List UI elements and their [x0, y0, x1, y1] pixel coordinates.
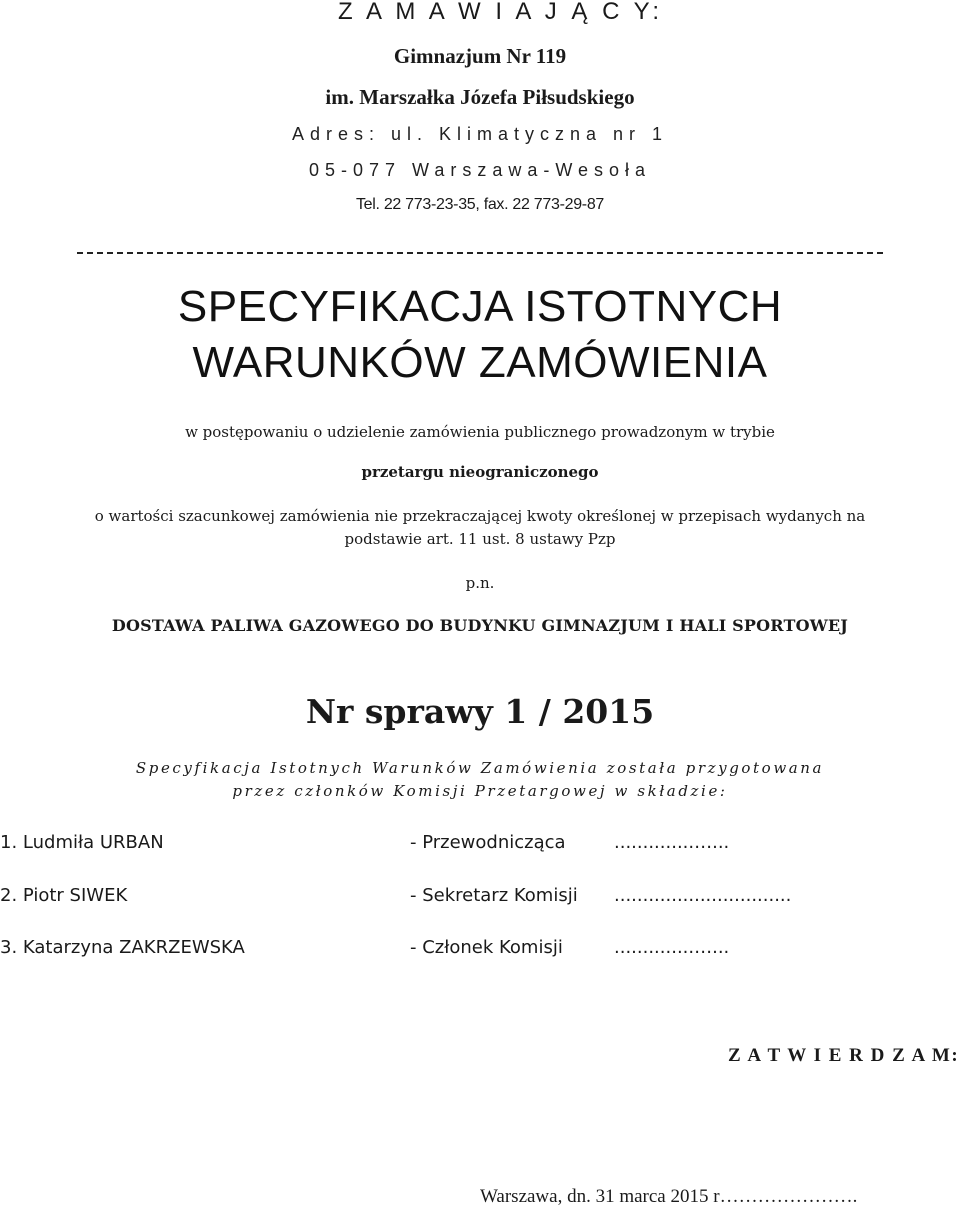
value-description-line1: o wartości szacunkowej zamówienia nie przekraczającej kwoty określonej w przepisach wydanych na [94, 507, 866, 525]
pn-label: p.n. [465, 574, 495, 592]
committee-intro-line1: Specyfikacja Istotnych Warunków Zamówienia została przygotowana [135, 759, 825, 777]
value-description-line2: podstawie art. 11 ust. 8 ustawy Pzp [344, 530, 616, 548]
committee-member-name: 3. Katarzyna ZAKRZEWSKA [0, 937, 245, 958]
committee-member-role: - Członek Komisji [410, 937, 563, 958]
committee-member-role: - Przewodnicząca [410, 832, 566, 853]
committee-member-name: 1. Ludmiła URBAN [0, 832, 164, 853]
procedure-type: przetargu nieograniczonego [361, 463, 599, 481]
place-and-date: Warszawa, dn. 31 marca 2015 r…………………. [480, 1186, 858, 1207]
committee-intro-line2: przez członków Komisji Przetargowej w składzie: [232, 782, 728, 800]
contact-line: Tel. 22 773-23-35, fax. 22 773-29-87 [355, 196, 605, 213]
procedure-intro: w postępowaniu o udzielenie zamówienia publicznego prowadzonym w trybie [185, 423, 775, 441]
committee-member-role: - Sekretarz Komisji [410, 885, 578, 906]
committee-member-signature: ............................... [614, 885, 792, 906]
approval-header: Z A T W I E R D Z A M: [728, 1045, 960, 1066]
ordering-party-header: Z A M A W I A J Ą C Y: [338, 0, 663, 25]
committee-member-signature: ..............…... [614, 937, 730, 958]
document-title-line2: WARUNKÓW ZAMÓWIENIA [192, 338, 768, 387]
address-line-street: Adres: ul. Klimatyczna nr 1 [291, 124, 669, 144]
committee-member-signature: ..............…... [614, 832, 730, 853]
school-patron: im. Marszałka Józefa Piłsudskiego [325, 85, 635, 109]
document-title-line1: SPECYFIKACJA ISTOTNYCH [177, 282, 783, 331]
header-divider [77, 252, 883, 254]
school-name: Gimnazjum Nr 119 [393, 44, 567, 68]
case-number: Nr sprawy 1 / 2015 [305, 692, 655, 731]
committee-member-name: 2. Piotr SIWEK [0, 885, 128, 906]
address-line-city: 05-077 Warszawa-Wesoła [308, 160, 652, 180]
subject-title: DOSTAWA PALIWA GAZOWEGO DO BUDYNKU GIMNAZJUM I HALI SPORTOWEJ [111, 616, 849, 635]
